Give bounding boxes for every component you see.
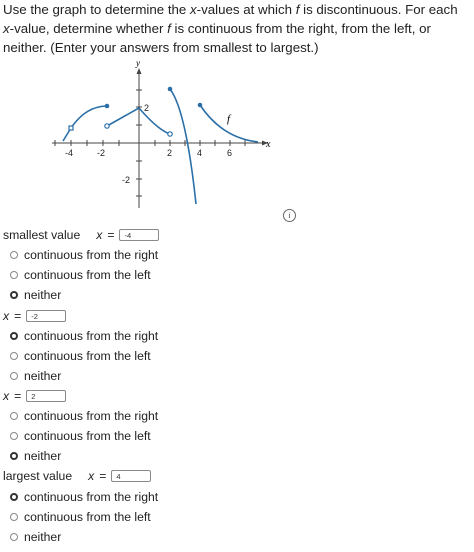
equals: = [107, 228, 115, 242]
radio-button[interactable] [10, 432, 18, 440]
option-continuous-left[interactable]: continuous from the left [10, 268, 151, 282]
function-curves [63, 89, 258, 204]
question-line-2: x-value, determine whether f is continuous from the right, from the left, or [3, 21, 431, 36]
option-continuous-right[interactable]: continuous from the right [10, 490, 158, 504]
equals: = [14, 309, 22, 323]
curve-segment-4 [170, 89, 196, 204]
option-continuous-right[interactable]: continuous from the right [10, 409, 158, 423]
option-neither[interactable]: neither [10, 288, 61, 302]
y-tick-label: 2 [144, 103, 150, 113]
open-point-2 [168, 132, 172, 136]
radio-button[interactable] [10, 372, 18, 380]
x-variable: x [96, 228, 103, 242]
y-axis-label: y [136, 58, 140, 68]
option-continuous-left[interactable]: continuous from the left [10, 349, 151, 363]
x-axis-label: x [266, 139, 271, 150]
x-value-input[interactable]: 2 [26, 390, 66, 402]
closed-points [105, 87, 203, 109]
option-neither[interactable]: neither [10, 530, 61, 544]
closed-point-4 [198, 103, 203, 108]
option-neither[interactable]: neither [10, 369, 61, 383]
option-continuous-left[interactable]: continuous from the left [10, 429, 151, 443]
x-tick-label: 2 [167, 148, 173, 158]
x-value-input[interactable]: -2 [26, 310, 66, 322]
radio-button[interactable] [10, 412, 18, 420]
answer-row-1 [3, 228, 159, 242]
option-neither[interactable]: neither [10, 449, 61, 463]
open-point-neg2 [105, 124, 109, 128]
y-axis-arrow [137, 68, 142, 74]
radio-button-selected[interactable] [10, 332, 18, 340]
open-point-neg4 [69, 126, 73, 130]
radio-button[interactable] [10, 533, 18, 541]
row-label: largest value [3, 469, 73, 483]
answer-row-2 [3, 309, 66, 323]
radio-button[interactable] [10, 251, 18, 259]
equals: = [99, 469, 107, 483]
closed-point-neg2 [105, 104, 110, 109]
function-label: f [227, 113, 231, 125]
x-tick-label: -4 [65, 148, 74, 158]
x-variable: x [88, 469, 95, 483]
answer-row-4 [3, 469, 151, 483]
radio-button-selected[interactable] [10, 452, 18, 460]
info-icon[interactable]: i [283, 209, 296, 222]
x-tick-label: 4 [197, 148, 203, 158]
equals: = [14, 389, 22, 403]
option-continuous-right[interactable]: continuous from the right [10, 248, 158, 262]
option-continuous-right[interactable]: continuous from the right [10, 329, 158, 343]
radio-button[interactable] [10, 271, 18, 279]
x-tick-label: -2 [97, 148, 106, 158]
option-continuous-left[interactable]: continuous from the left [10, 510, 151, 524]
x-value-input[interactable]: -4 [119, 229, 159, 241]
x-tick-label: 6 [227, 148, 233, 158]
question-line-3: neither. (Enter your answers from smallest to largest.) [3, 40, 319, 55]
closed-point-2 [168, 87, 173, 92]
row-label: smallest value [3, 228, 81, 242]
question-line-1: Use the graph to determine the x-values at which f is discontinuous. For each [3, 2, 458, 17]
x-value-input[interactable]: 4 [111, 470, 151, 482]
curve-segment-2 [107, 108, 139, 126]
radio-button-selected[interactable] [10, 291, 18, 299]
radio-button[interactable] [10, 513, 18, 521]
answer-row-3 [3, 389, 66, 403]
radio-button-selected[interactable] [10, 493, 18, 501]
curve-segment-1 [71, 106, 107, 128]
radio-button[interactable] [10, 352, 18, 360]
x-variable: x [3, 309, 10, 323]
y-tick-label: -2 [122, 175, 131, 185]
x-variable: x [3, 389, 10, 403]
